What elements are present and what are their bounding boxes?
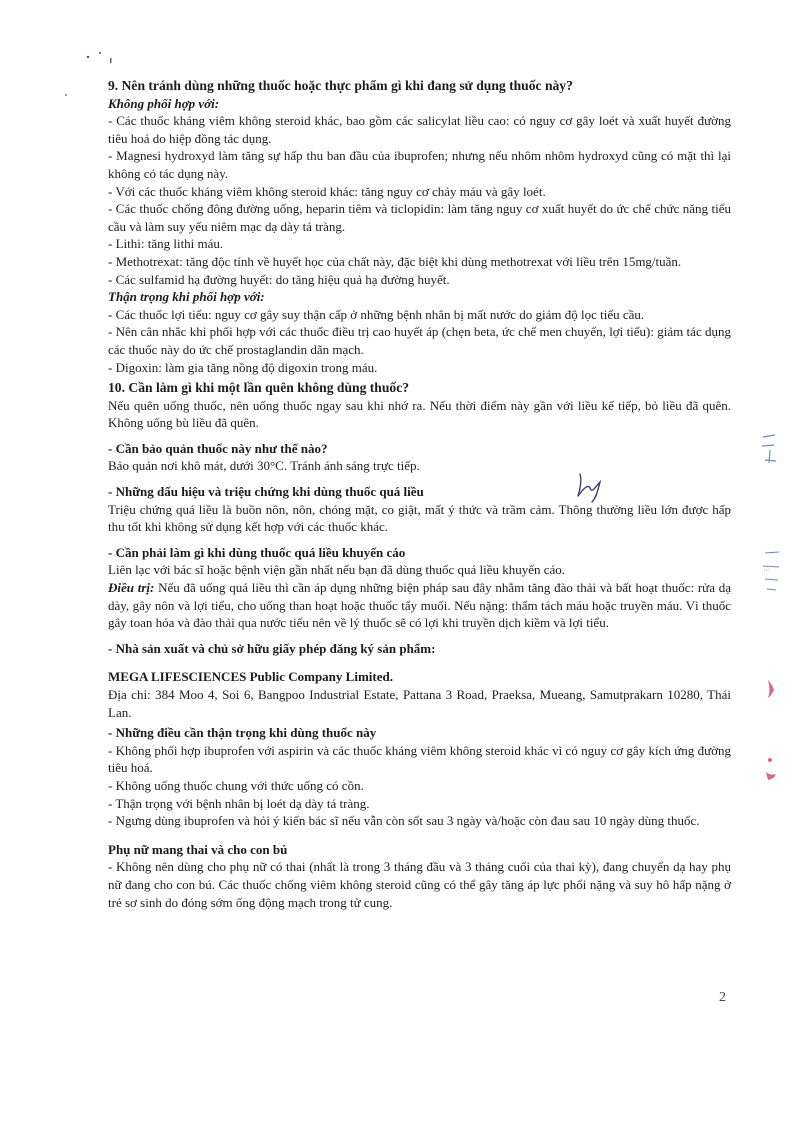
margin-stamp-fragment-middle	[763, 552, 779, 590]
manufacturer-address: Địa chỉ: 384 Moo 4, Soi 6, Bangpoo Industrial Estate, Pattana 3 Road, Praeksa, Mueang, Samutprakarn 10280, Thái Lan.	[108, 687, 731, 720]
list-item: - Với các thuốc kháng viêm không steroid khác: tăng nguy cơ chảy máu và gây loét.	[108, 183, 546, 199]
section-9-heading: 9. Nên tránh dùng những thuốc hoặc thực phẩm gì khi đang sử dụng thuốc này?	[108, 78, 573, 93]
document-page	[108, 77, 731, 911]
signature-mark	[574, 470, 610, 504]
list-item: - Ngưng dùng ibuprofen và hỏi ý kiến bác sĩ nếu vẫn còn sốt sau 3 ngày và/hoặc còn đau sau 10 ngày dùng thuốc.	[108, 813, 700, 829]
list-item: - Các sulfamid hạ đường huyết: do tăng hiệu quả hạ đường huyết.	[108, 271, 450, 287]
list-item: - Không phối hợp ibuprofen với aspirin và các thuốc kháng viêm không steroid khác vì có nguy cơ gây kích ứng đường tiêu hoá.	[108, 742, 731, 776]
pregnancy-heading: Phụ nữ mang thai và cho con bú	[108, 841, 288, 857]
treatment-body: Nếu đã uống quá liều thì cần áp dụng những biện pháp sau đây nhằm tăng đào thải và bất hoạt thuốc: rửa dạ dày, gây nôn và lợi tiểu, cho uống than hoạt hoặc thuốc tẩy muối. Nếu nặng: thẩm tách máu hoặc truyền máu. Vì thuốc gây toan hóa và đào thải qua nước tiểu nên về lý thuốc sẽ có lợi khi truyền dịch kiềm và lợi tiểu.	[108, 580, 731, 631]
page-number: 2	[719, 990, 726, 1005]
stamp-mark-text: ˈˈˈ	[764, 569, 769, 576]
storage-body: Bảo quản nơi khô mát, dưới 30°C. Tránh ánh sáng trực tiếp.	[108, 458, 420, 474]
storage-heading: - Cần bảo quản thuốc này như thế nào?	[108, 440, 328, 456]
list-item: - Magnesi hydroxyd làm tăng sự hấp thu ban đầu của ibuprofen; nhưng nếu nhôm nhôm hydroxyd cũng có mặt thì lại không có tác dụng này.	[108, 148, 731, 181]
section-10-heading: 10. Cần làm gì khi một lần quên không dùng thuốc?	[108, 380, 410, 396]
precautions-heading: - Những điều cần thận trọng khi dùng thuốc này	[108, 725, 377, 741]
pregnancy-body: - Không nên dùng cho phụ nữ có thai (nhất là trong 3 tháng đầu và 3 tháng cuối của thai kỳ), đang chuyển dạ hay phụ nữ đang cho con bú. Các thuốc chống viêm không steroid cũng có thể gây tăng áp lực phổi nặng và suy hô hấp nặng ở trẻ sơ sinh do đóng sớm ống động mạch trong tử cung.	[108, 859, 731, 910]
manufacturer-company: MEGA LIFESCIENCES Public Company Limited.	[108, 669, 393, 685]
list-item: - Các thuốc chống đông đường uống, heparin tiêm và ticlopidin: làm tăng nguy cơ xuất huyết do ức chế chức năng tiểu cầu và làm suy yếu niêm mạc dạ dày tá tràng.	[108, 201, 731, 234]
scan-specks	[65, 52, 111, 96]
list-item: - Digoxin: làm gia tăng nồng độ digoxin trong máu.	[108, 359, 378, 375]
treatment-paragraph	[108, 579, 731, 632]
list-item: - Methotrexat: tăng độc tính về huyết học của chất này, đặc biệt khi dùng methotrexat với liều trên 15mg/tuần.	[108, 253, 682, 269]
list-item: - Lithi: tăng lithi máu.	[108, 236, 224, 252]
overdose-signs-body: Triệu chứng quá liều là buồn nôn, nôn, chóng mặt, co giật, mất ý thức và trầm cảm. Thông thường liều lớn được hấp thu tốt khi không sử dụng kết hợp với các thuốc khác.	[108, 501, 731, 535]
list-item: - Các thuốc lợi tiểu: nguy cơ gây suy thận cấp ở những bệnh nhân bị mất nước do giảm độ lọc tiểu cầu.	[108, 306, 645, 322]
treatment-label: Điều trị:	[108, 580, 155, 596]
list-item: - Nên cân nhắc khi phối hợp với các thuốc điều trị cao huyết áp (chẹn beta, ức chế men chuyển, lợi tiểu): giảm tác dụng các thuốc này do ức chế prostaglandin dãn mạch.	[108, 324, 731, 357]
margin-red-mark-fragment	[766, 680, 776, 780]
manufacturer-heading: - Nhà sản xuất và chủ sở hữu giấy phép đăng ký sản phẩm:	[108, 640, 436, 656]
caution-combination-subheading: Thận trọng khi phối hợp với:	[108, 289, 265, 305]
margin-stamp-fragment-top	[762, 435, 776, 463]
overdose-action-heading: - Cần phải làm gì khi dùng thuốc quá liều khuyến cáo	[108, 544, 406, 560]
no-combination-subheading: Không phối hợp với:	[108, 95, 220, 111]
overdose-signs-heading: - Những dấu hiệu và triệu chứng khi dùng thuốc quá liều	[108, 484, 424, 500]
list-item: - Không uống thuốc chung với thức uống có cồn.	[108, 777, 364, 793]
list-item: - Thận trọng với bệnh nhân bị loét dạ dày tá tràng.	[108, 795, 370, 811]
section-10-body: Nếu quên uống thuốc, nên uống thuốc ngay sau khi nhớ ra. Nếu thời điểm này gần với liều kế tiếp, bỏ liều đã quên. Không uống bù liều đã quên.	[108, 397, 731, 431]
list-item: - Các thuốc kháng viêm không steroid khác, bao gồm các salicylat liều cao: có nguy cơ gây loét và xuất huyết đường tiêu hoá do hiệp đồng tác dụng.	[108, 113, 731, 146]
overdose-action-line: Liên lạc với bác sĩ hoặc bệnh viện gần nhất nếu bạn đã dùng thuốc quá liều khuyến cáo.	[108, 562, 566, 578]
